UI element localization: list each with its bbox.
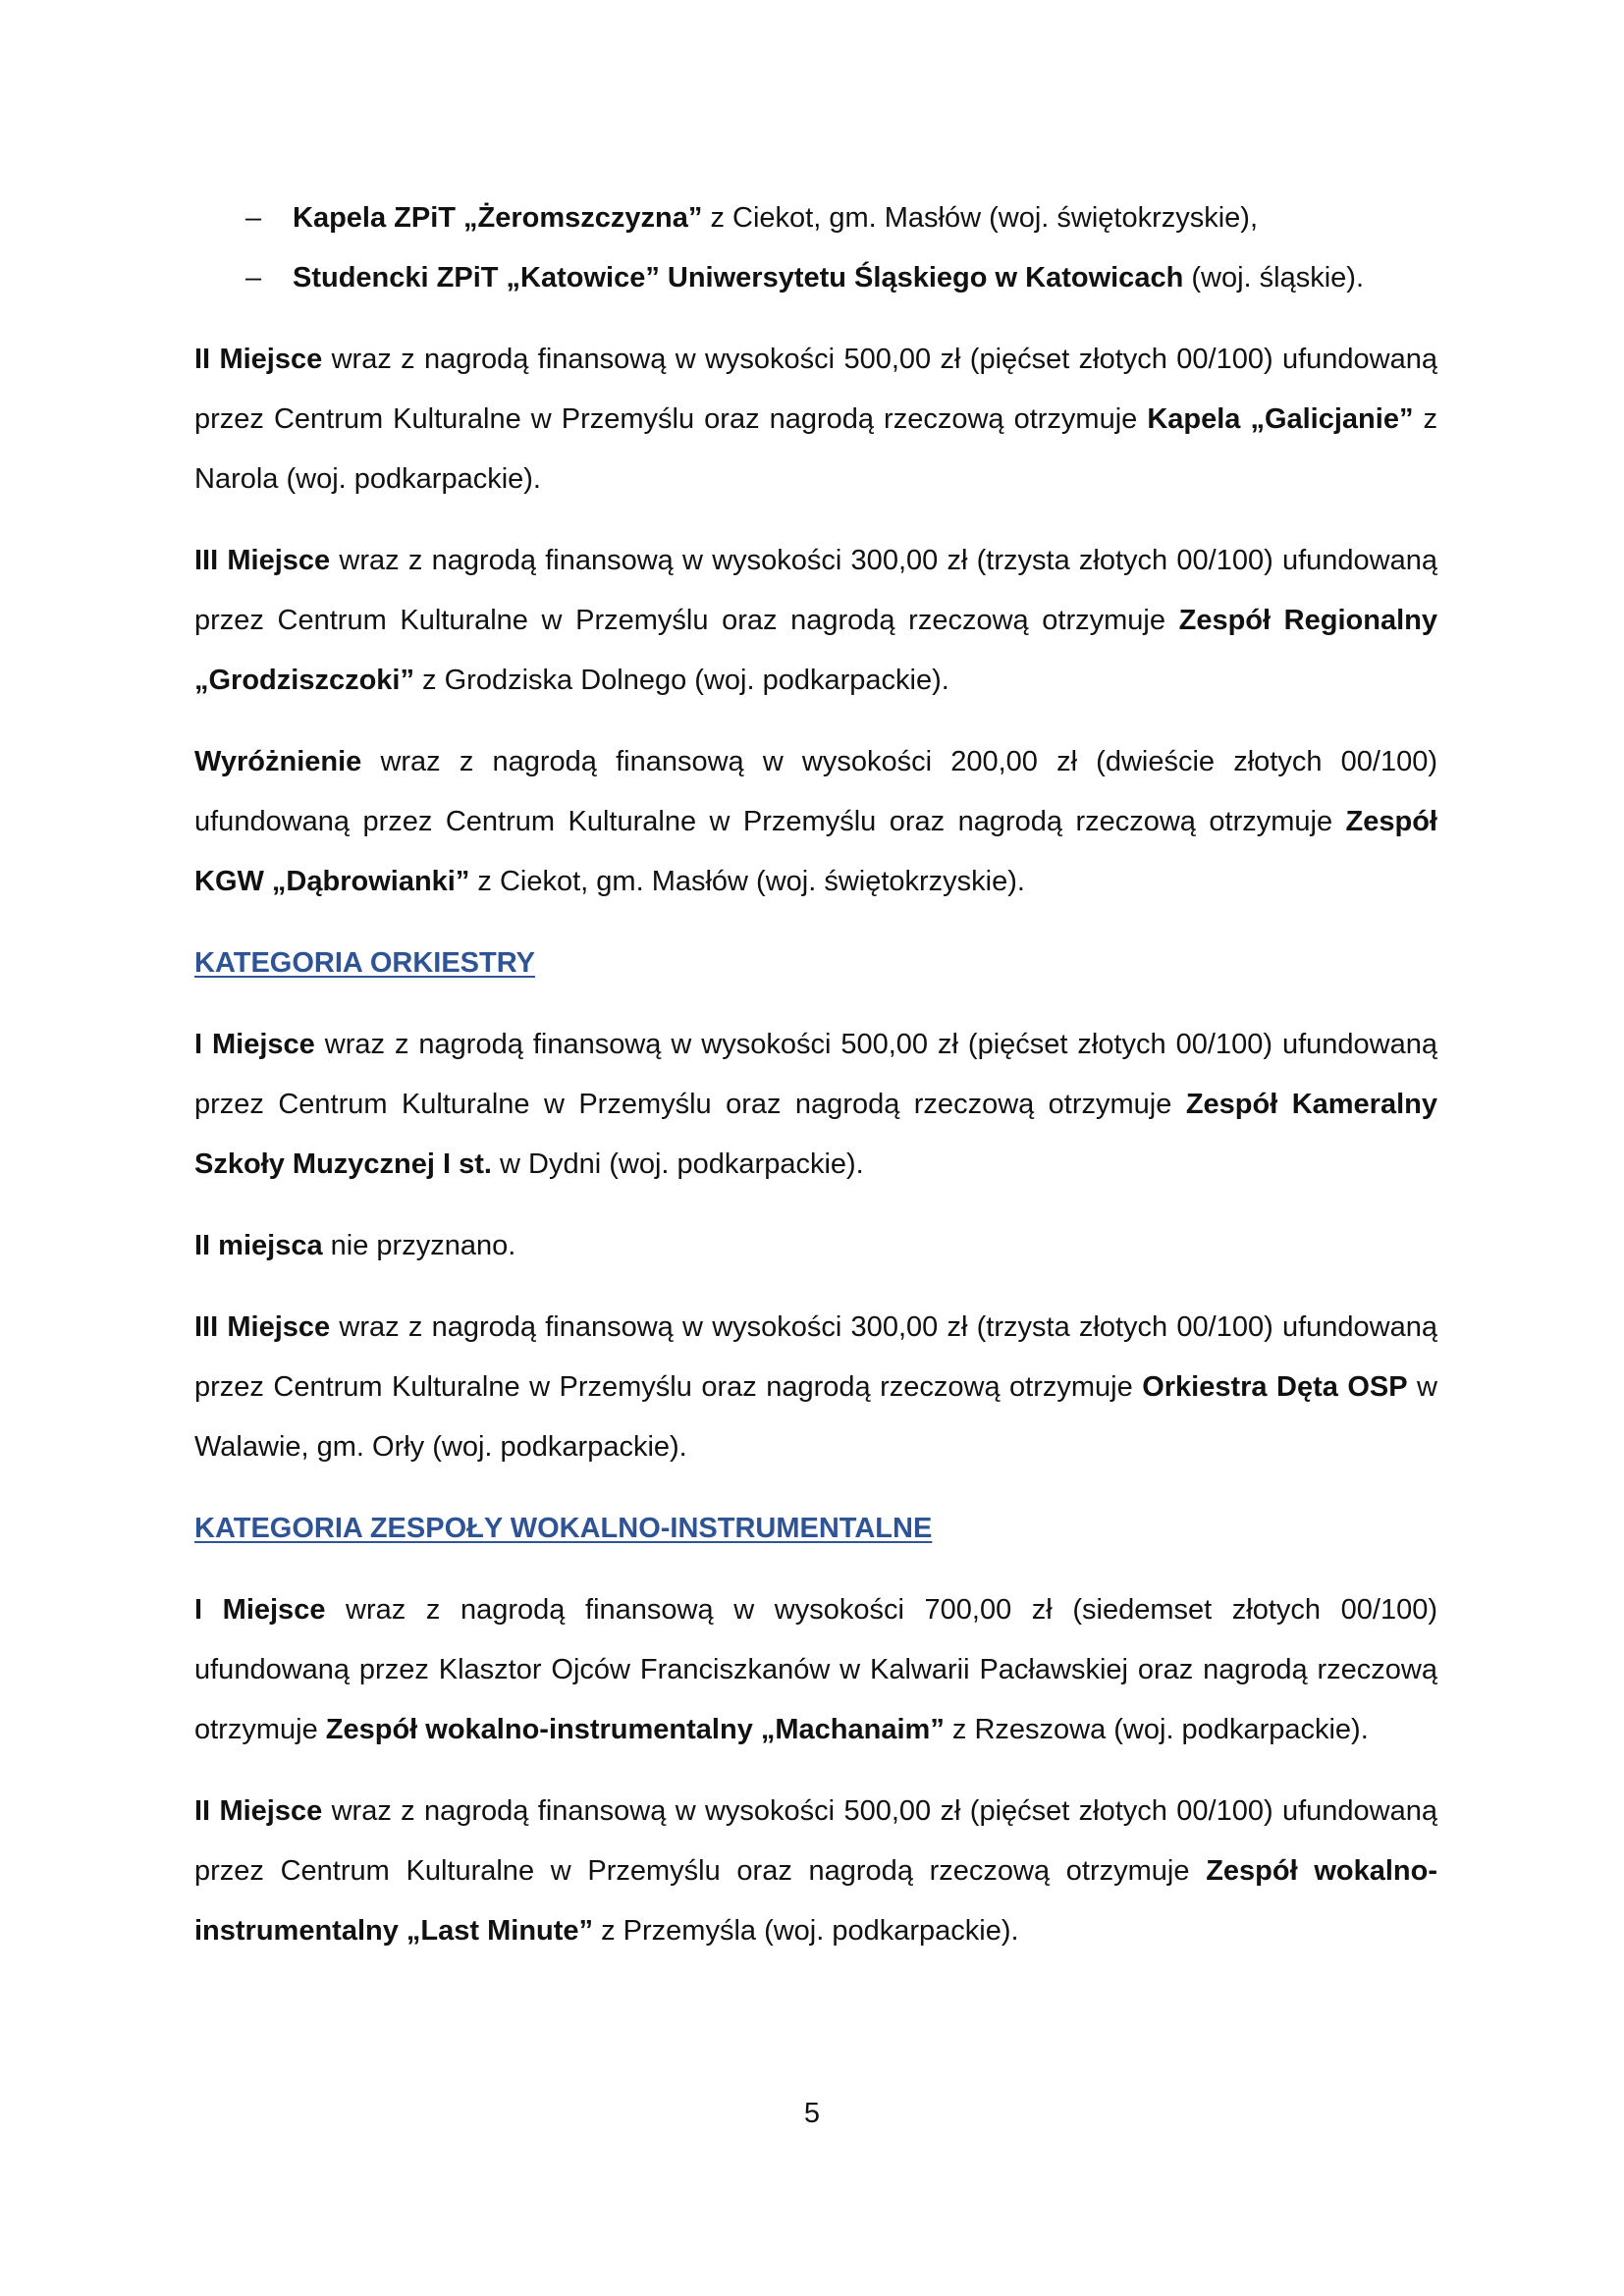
award-text: wraz z nagrodą finansową w wysokości 300,00 zł (trzysta złotych 00/100) ufundowaną przez Centrum Kulturalne w Przemyślu oraz nagrodą rzeczową otrzymuje	[194, 1311, 1438, 1403]
winner-origin: w Dydni (woj. podkarpackie).	[491, 1148, 864, 1180]
list-item-text: z Ciekot, gm. Masłów (woj. świętokrzyskie),	[702, 202, 1259, 234]
award-place: I Miejsce	[194, 1594, 326, 1626]
dash-bullet: –	[245, 262, 262, 294]
winner-name: Zespół wokalno-instrumentalny „Machanaim”	[325, 1714, 945, 1745]
list-item-text: (woj. śląskie).	[1183, 262, 1364, 294]
award-place: III Miejsce	[194, 1311, 331, 1343]
winner-name: Orkiestra Dęta OSP	[1142, 1371, 1408, 1403]
award-paragraph	[194, 1216, 1437, 1276]
winner-name: Zespół Kameralny Szkoły Muzycznej I st.	[194, 1089, 1437, 1180]
award-paragraph	[194, 732, 1437, 912]
award-text: wraz z nagrodą finansową w wysokości 700,00 zł (siedemset złotych 00/100) ufundowaną przez Klasztor Ojców Franciszkanów w Kalwarii Pacławskiej oraz nagrodą rzeczową otrzymuje	[194, 1594, 1437, 1745]
winner-name: Zespół wokalno-instrumentalny „Last Minute”	[194, 1855, 1437, 1947]
page-number: 5	[803, 2098, 821, 2129]
award-place: I Miejsce	[194, 1029, 315, 1060]
award-place: II Miejsce	[194, 344, 323, 375]
document-body	[194, 188, 1437, 1961]
list-item	[194, 188, 1437, 248]
winner-origin: z Przemyśla (woj. podkarpackie).	[593, 1915, 1019, 1947]
award-place: II miejsca	[194, 1230, 323, 1261]
award-paragraph	[194, 1580, 1437, 1760]
ensemble-name: Kapela ZPiT „Żeromszczyzna”	[293, 202, 703, 234]
award-text: wraz z nagrodą finansową w wysokości 500,00 zł (pięćset złotych 00/100) ufundowaną przez Centrum Kulturalne w Przemyślu oraz nagrodą rzeczową otrzymuje	[194, 344, 1437, 435]
dash-bullet: –	[245, 202, 262, 234]
winner-origin: z Rzeszowa (woj. podkarpackie).	[944, 1714, 1369, 1745]
award-text: wraz z nagrodą finansową w wysokości 300,00 zł (trzysta złotych 00/100) ufundowaną przez Centrum Kulturalne w Przemyślu oraz nagrodą rzeczową otrzymuje	[194, 545, 1438, 636]
award-text: wraz z nagrodą finansową w wysokości 500,00 zł (pięćset złotych 00/100) ufundowaną przez Centrum Kulturalne w Przemyślu oraz nagrodą rzeczową otrzymuje	[194, 1795, 1437, 1887]
award-paragraph	[194, 531, 1437, 711]
award-paragraph	[194, 1782, 1437, 1961]
category-heading: KATEGORIA ZESPOŁY WOKALNO-INSTRUMENTALNE	[194, 1513, 933, 1544]
ensemble-name: Studencki ZPiT „Katowice” Uniwersytetu Śląskiego w Katowicach	[293, 262, 1184, 294]
winner-origin: z Ciekot, gm. Masłów (woj. świętokrzyskie).	[469, 866, 1025, 897]
award-place: II Miejsce	[194, 1795, 323, 1827]
award-text: wraz z nagrodą finansową w wysokości 500,00 zł (pięćset złotych 00/100) ufundowaną przez Centrum Kulturalne w Przemyślu oraz nagrodą rzeczową otrzymuje	[194, 1029, 1437, 1120]
award-place: III Miejsce	[194, 545, 331, 576]
winner-origin: z Narola (woj. podkarpackie).	[194, 403, 1438, 495]
winner-origin: w Walawie, gm. Orły (woj. podkarpackie).	[194, 1371, 1437, 1463]
winner-name: Zespół KGW „Dąbrowianki”	[194, 806, 1437, 897]
award-paragraph	[194, 1298, 1437, 1477]
winner-origin: z Grodziska Dolnego (woj. podkarpackie).	[414, 665, 949, 696]
award-text: nie przyznano.	[322, 1230, 516, 1261]
award-place: Wyróżnienie	[194, 746, 362, 777]
winner-name: Kapela „Galicjanie”	[1147, 403, 1414, 435]
category-heading: KATEGORIA ORKIESTRY	[194, 947, 535, 979]
winner-name: Zespół Regionalny „Grodziszczoki”	[194, 605, 1437, 696]
award-text: wraz z nagrodą finansową w wysokości 200,00 zł (dwieście złotych 00/100) ufundowaną przez Centrum Kulturalne w Przemyślu oraz nagrodą rzeczową otrzymuje	[194, 746, 1437, 837]
ensemble-list	[194, 188, 1437, 308]
list-item	[194, 248, 1437, 308]
award-paragraph	[194, 330, 1437, 509]
award-paragraph	[194, 1015, 1437, 1195]
